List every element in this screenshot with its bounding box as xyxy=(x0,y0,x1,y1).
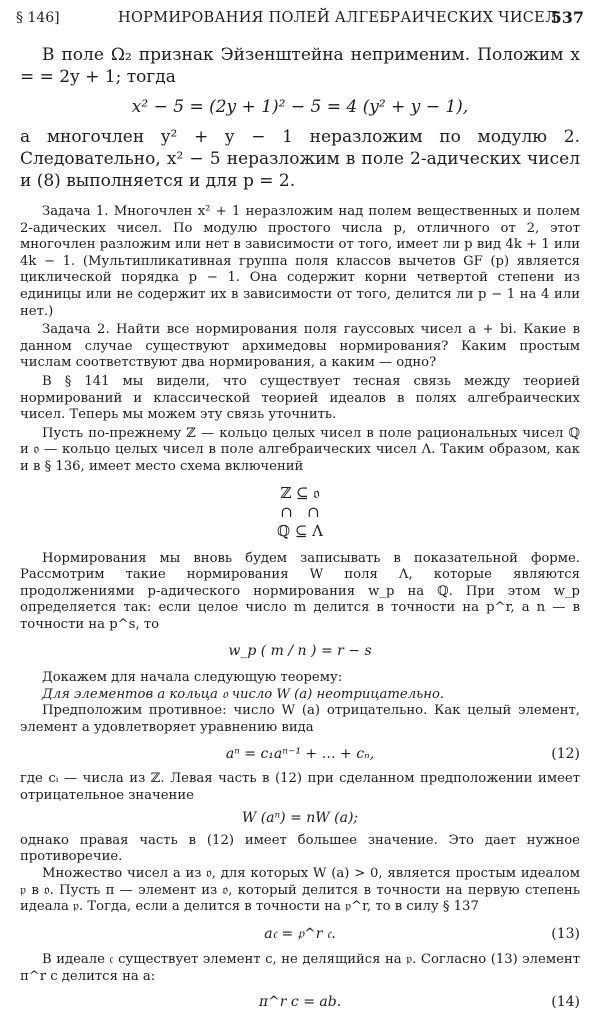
inclusion-row-2: ∩ ∩ xyxy=(280,502,320,521)
equation-number-13: (13) xyxy=(551,925,580,942)
formula-x2-minus-5 xyxy=(20,96,580,118)
formula-text: x² − 5 = (2y + 1)² − 5 = 4 (y² + y − 1), xyxy=(131,97,469,117)
running-header xyxy=(16,8,584,30)
page-body xyxy=(20,44,580,1010)
paragraph-ci: где cᵢ — числа из ℤ. Левая часть в (12) при сделанном предположении имеет отрицательное значение xyxy=(20,771,580,803)
formula-14 xyxy=(20,994,580,1010)
paragraph-prime-ideal: Множество чисел a из 𝔬, для которых W (a) > 0, является простым идеалом 𝔭 в 𝔬. Пусть π — элемент из 𝔬, который делится в точности на первую степень идеала 𝔭. Тогда, если a делится в точности на 𝔭^r, то в силу § 137 xyxy=(20,866,580,915)
formula-12 xyxy=(20,746,580,763)
page-number: 537 xyxy=(550,8,584,27)
equation-number-12: (12) xyxy=(551,746,580,763)
paragraph-contradiction: однако правая часть в (12) имеет большее значение. Это дает нужное противоречие. xyxy=(20,832,580,865)
section-ref: § 146] xyxy=(16,10,60,26)
theorem-statement: Для элементов a кольца 𝔬 число W (a) неотрицательно. xyxy=(42,686,445,702)
paragraph-valuations: Нормирования мы вновь будем записывать в показательной форме. Рассмотрим такие нормирования W поля Λ, которые являются продолжениями p-адического нормирования w_p на ℚ. При этом w_p определяется так: если целое число m делится в точности на p^r, а n — в точности на p^s, то xyxy=(20,550,580,632)
exercise-1: Задача 1. Многочлен x² + 1 неразложим над полем вещественных и полем 2-адических чисел. По модулю простого числа p, отличного от 2, этот многочлен разложим или нет в зависимости от того, имеет ли p вид 4k + 1 или 4k − 1. (Мультипликативная группа поля классов вычетов GF (p) является циклической порядка p − 1. Она содержит корни четвертой степени из единицы или не содержит их в зависимости от того, делится ли p − 1 на 4 или нет.) xyxy=(20,204,580,319)
running-title: НОРМИРОВАНИЯ ПОЛЕЙ АЛГЕБРАИЧЕСКИХ ЧИСЕЛ xyxy=(118,10,558,26)
formula-text: W (aⁿ) = nW (a); xyxy=(241,810,359,827)
paragraph-prove: Докажем для начала следующую теорему: xyxy=(42,670,343,686)
inclusion-row-3: ℚ ⊆ Λ xyxy=(276,521,323,540)
equation-number-14: (14) xyxy=(551,993,580,1010)
formula-text: w_p ( m / n ) = r − s xyxy=(228,643,372,660)
paragraph-element-c: В идеале 𝔠 существует элемент c, не делящийся на 𝔭. Согласно (13) элемент π^r c делится на a: xyxy=(20,952,580,984)
formula-W-an xyxy=(20,810,580,827)
paragraph-suppose: Предположим противное: число W (a) отрицательно. Как целый элемент, элемент a удовлетворяет уравнению вида xyxy=(20,703,580,735)
formula-text: a𝔠 = 𝔭^r 𝔠. xyxy=(264,925,336,942)
inclusion-row-1: ℤ ⊆ 𝔬 xyxy=(280,483,320,502)
paragraph-eisenstein: В поле Ω₂ признак Эйзенштейна неприменим. Положим x = = 2y + 1; тогда xyxy=(20,45,580,87)
formula-text: aⁿ = c₁aⁿ⁻¹ + … + cₙ, xyxy=(225,746,375,763)
paragraph-section-141: В § 141 мы видели, что существует тесная связь между теорией нормирований и классической теорией идеалов в полях алгебраических чисел. Теперь мы можем эту связь уточнить. xyxy=(20,373,580,423)
formula-wp xyxy=(20,643,580,660)
inclusion-diagram xyxy=(265,484,335,541)
formula-text: π^r c = ab. xyxy=(258,993,342,1010)
paragraph-irreducible: а многочлен y² + y − 1 неразложим по модулю 2. Следовательно, x² − 5 неразложим в поле 2-адических чисел и (8) выполняется и для p = 2. xyxy=(20,127,580,191)
paragraph-inclusions: Пусть по-прежнему ℤ — кольцо целых чисел в поле рациональных чисел ℚ и 𝔬 — кольцо целых чисел в поле алгебраических чисел Λ. Таким образом, как и в § 136, имеет место схема включений xyxy=(20,425,580,474)
formula-13 xyxy=(20,926,580,943)
exercise-2: Задача 2. Найти все нормирования поля гауссовых чисел a + bi. Какие в данном случае существуют архимедовы нормирования? Каким простым числам соответствуют два нормирования, а каким — одно? xyxy=(20,322,580,371)
